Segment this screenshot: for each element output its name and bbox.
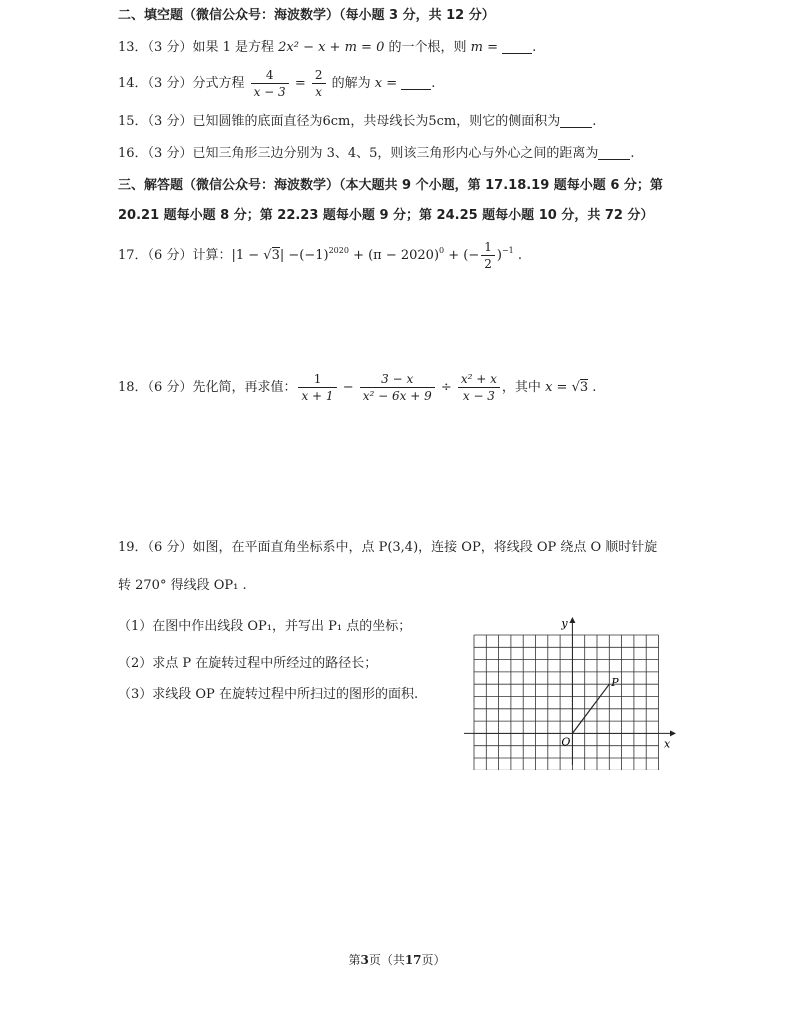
q18-fraction-2 — [360, 371, 435, 404]
q18-fraction-1 — [298, 371, 336, 404]
q16-end: . — [630, 146, 635, 161]
q18-text-b: ，其中 — [501, 380, 546, 395]
q17-f-numerator: 1 — [481, 239, 495, 256]
q14-fraction-2 — [312, 67, 326, 100]
question-19-part-1: （1）在图中作出线段 OP₁，并写出 P₁ 点的坐标； — [118, 619, 412, 634]
q17-expr-1: |1 − — [231, 248, 264, 263]
q18-f1-numerator: 1 — [298, 371, 336, 388]
q14-f2-denominator: x — [315, 85, 323, 99]
q14-variable: x — [374, 76, 383, 91]
q13-answer-blank[interactable] — [502, 39, 532, 54]
coordinate-grid-figure — [460, 615, 680, 770]
q17-fraction — [481, 239, 495, 272]
q17-exponent-2: 0 — [439, 246, 445, 255]
q14-text-c: = — [382, 76, 402, 91]
page-footer — [0, 951, 794, 968]
q14-end: . — [431, 76, 436, 91]
q13-number: 13．（3 分） — [118, 40, 193, 55]
q18-end: . — [588, 380, 597, 395]
q13-variable: m — [470, 40, 483, 55]
grid-lines — [474, 635, 659, 770]
q13-text-a: 如果 1 是方程 — [192, 40, 279, 55]
q18-variable: x — [545, 380, 553, 395]
q17-expr-2: | −(−1) — [279, 248, 329, 263]
question-19-part-3: （3）求线段 OP 在旋转过程中所扫过的图形的面积. — [118, 687, 419, 702]
q18-sqrt-value: 3 — [579, 380, 589, 395]
q14-equals: = — [290, 76, 310, 91]
section-3-heading-line-1: 三、解答题（微信公众号：海波数学）（本大题共 9 个小题，第 17.18.19 题每小题 6 分；第 — [118, 178, 663, 193]
q13-equation: 2x² − x + m = 0 — [278, 40, 385, 55]
y-axis-label: y — [561, 617, 568, 630]
origin-label: O — [561, 735, 571, 749]
q14-text-a: 分式方程 — [192, 76, 249, 91]
q19-number: 19．（6 分） — [118, 540, 193, 555]
x-axis-label: x — [664, 737, 671, 751]
q18-f2-numerator: 3 − x — [360, 371, 435, 388]
q13-text-c: = — [482, 40, 503, 55]
q15-end: . — [592, 114, 597, 129]
q17-sqrt-value: 3 — [271, 248, 280, 263]
q14-f2-numerator: 2 — [312, 67, 326, 84]
footer-page-number: 3 — [360, 953, 369, 967]
q18-f3-denominator: x − 3 — [462, 389, 495, 403]
x-axis-arrow — [670, 730, 676, 736]
question-19-part-2: （2）求点 P 在旋转过程中所经过的路径长； — [118, 656, 378, 671]
question-13 — [118, 38, 536, 58]
q18-f2-denominator: x² − 6x + 9 — [362, 389, 432, 403]
q18-number: 18．（6 分） — [118, 380, 193, 395]
q14-f1-denominator: x − 3 — [253, 85, 286, 99]
q14-answer-blank[interactable] — [401, 75, 431, 90]
question-14 — [118, 66, 435, 102]
section-2-heading: 二、填空题（微信公众号：海波数学）（每小题 3 分，共 12 分） — [118, 8, 495, 23]
q18-f1-denominator: x + 1 — [301, 389, 334, 403]
q18-divide: ÷ — [436, 380, 456, 395]
q16-text: 已知三角形三边分别为 3、4、5，则该三角形内心与外心之间的距离为 — [192, 146, 599, 161]
footer-total-pages: 17 — [404, 953, 422, 967]
q19-text-1: 如图，在平面直角坐标系中，点 P(3,4)，连接 OP，将线段 OP 绕点 O 顺时针旋 — [192, 540, 658, 555]
q15-number: 15．（3 分） — [118, 114, 193, 129]
q18-text-a: 先化简，再求值： — [192, 380, 297, 395]
q14-fraction-1 — [251, 67, 289, 100]
question-19-line-2: 转 270° 得线段 OP₁ . — [118, 578, 247, 593]
q18-f3-numerator: x² + x — [458, 371, 500, 388]
question-17: 17．（6 分）计算：$|1 - √3| -(-1)^{2020} + (\pi - 2020)^0$ + (− $\frac{1}{2}$ )$^{-1}$ . — [118, 240, 523, 271]
q18-minus: − — [338, 380, 358, 395]
q15-text: 已知圆锥的底面直径为6cm，共母线长为5cm，则它的侧面积为 — [192, 114, 561, 129]
question-15 — [118, 112, 596, 132]
point-p-label: P — [611, 676, 619, 690]
footer-middle: 页（共 — [368, 953, 405, 967]
q17-exponent-1: 2020 — [328, 246, 349, 255]
q17-text-a: 计算： — [192, 248, 232, 263]
q14-f1-numerator: 4 — [251, 67, 289, 84]
q13-text-b: 的一个根，则 — [384, 40, 471, 55]
q18-fraction-3 — [458, 371, 500, 404]
question-19-line-1 — [118, 538, 657, 558]
q17-end: . — [513, 248, 523, 263]
q18-text-c: = — [552, 380, 572, 395]
q14-number: 14．（3 分） — [118, 76, 193, 91]
q16-number: 16．（3 分） — [118, 146, 193, 161]
q13-end: . — [532, 40, 537, 55]
q16-answer-blank[interactable] — [598, 145, 630, 160]
q17-expr-5: ) — [496, 248, 502, 263]
q17-expr-3: + (π − 2020) — [348, 248, 440, 263]
q15-answer-blank[interactable] — [560, 113, 592, 128]
q14-text-b: 的解为 — [327, 76, 375, 91]
q17-number: 17．（6 分） — [118, 248, 193, 263]
footer-prefix: 第 — [348, 953, 361, 967]
y-axis-arrow — [569, 617, 575, 623]
question-16 — [118, 144, 635, 164]
question-18: 18．（6 分）先化简，再求值： $\frac{1}{x + 1}$ − $\frac{3 - x}{\text{x² − 6x + 9}}$ ÷ $\frac{\text{x² + x}}{x - 3}$ ，其中 x = √3 . — [118, 372, 597, 403]
section-3-heading-line-2: 20.21 题每小题 8 分；第 22.23 题每小题 9 分；第 24.25 题每小题 10 分，共 72 分） — [118, 208, 654, 223]
q17-exponent-3: −1 — [501, 246, 514, 255]
footer-suffix: 页） — [421, 953, 446, 967]
q17-expr-4: + (− — [444, 248, 480, 263]
q17-f-denominator: 2 — [484, 257, 492, 271]
